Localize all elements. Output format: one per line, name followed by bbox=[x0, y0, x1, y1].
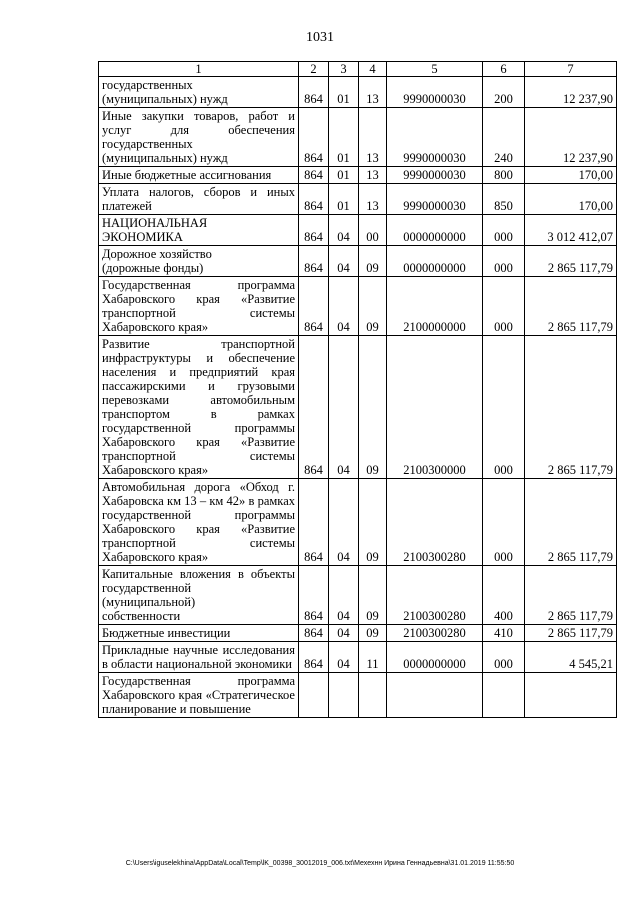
expense-type-code bbox=[483, 673, 525, 718]
table-row bbox=[99, 167, 617, 184]
item-name: Бюджетные инвестиции bbox=[99, 625, 299, 642]
amount: 2 865 117,79 bbox=[525, 336, 617, 479]
header-cell: 3 bbox=[329, 62, 359, 77]
item-name: Прикладные научные исследования в области национальной экономики bbox=[99, 642, 299, 673]
amount: 2 865 117,79 bbox=[525, 625, 617, 642]
amount: 2 865 117,79 bbox=[525, 246, 617, 277]
ministry-code: 864 bbox=[299, 642, 329, 673]
section-code bbox=[329, 673, 359, 718]
expense-type-code: 400 bbox=[483, 566, 525, 625]
target-article-code: 2100000000 bbox=[387, 277, 483, 336]
expense-type-code: 000 bbox=[483, 277, 525, 336]
table-row bbox=[99, 642, 617, 673]
header-row bbox=[99, 62, 617, 77]
item-name: НАЦИОНАЛЬНАЯ ЭКОНОМИКА bbox=[99, 215, 299, 246]
section-code: 01 bbox=[329, 108, 359, 167]
table-row bbox=[99, 215, 617, 246]
target-article-code: 2100300280 bbox=[387, 566, 483, 625]
ministry-code: 864 bbox=[299, 184, 329, 215]
file-path-footer: C:\Users\iguselekhina\AppData\Local\Temp\lK_00398_30012019_006.txt\Мехехнн Ирина Геннадьевна\31.01.2019 11:55:50 bbox=[125, 860, 515, 867]
table-row bbox=[99, 108, 617, 167]
item-name: Автомобильная дорога «Обход г. Хабаровска км 13 – км 42» в рамках государственной программы Хабаровского края «Развитие транспортной системы Хабаровского края» bbox=[99, 479, 299, 566]
section-code: 04 bbox=[329, 625, 359, 642]
ministry-code: 864 bbox=[299, 77, 329, 108]
expense-type-code: 000 bbox=[483, 336, 525, 479]
target-article-code: 0000000000 bbox=[387, 642, 483, 673]
amount: 12 237,90 bbox=[525, 77, 617, 108]
amount: 2 865 117,79 bbox=[525, 566, 617, 625]
subsection-code: 11 bbox=[359, 642, 387, 673]
expense-type-code: 000 bbox=[483, 642, 525, 673]
section-code: 04 bbox=[329, 479, 359, 566]
amount: 3 012 412,07 bbox=[525, 215, 617, 246]
header-cell: 2 bbox=[299, 62, 329, 77]
subsection-code: 13 bbox=[359, 108, 387, 167]
target-article-code: 0000000000 bbox=[387, 215, 483, 246]
table-row bbox=[99, 673, 617, 718]
item-name: Иные бюджетные ассигнования bbox=[99, 167, 299, 184]
header-cell: 6 bbox=[483, 62, 525, 77]
item-name: Капитальные вложения в объекты государственной (муниципальной) собственности bbox=[99, 566, 299, 625]
amount: 170,00 bbox=[525, 184, 617, 215]
section-code: 04 bbox=[329, 277, 359, 336]
item-name: Дорожное хозяйство (дорожные фонды) bbox=[99, 246, 299, 277]
amount: 170,00 bbox=[525, 167, 617, 184]
subsection-code: 09 bbox=[359, 625, 387, 642]
ministry-code: 864 bbox=[299, 625, 329, 642]
item-name: государственных (муниципальных) нужд bbox=[99, 77, 299, 108]
section-code: 01 bbox=[329, 167, 359, 184]
subsection-code: 09 bbox=[359, 277, 387, 336]
subsection-code: 09 bbox=[359, 246, 387, 277]
table-row bbox=[99, 184, 617, 215]
expense-type-code: 800 bbox=[483, 167, 525, 184]
section-code: 04 bbox=[329, 215, 359, 246]
expense-type-code: 240 bbox=[483, 108, 525, 167]
table-row bbox=[99, 277, 617, 336]
target-article-code: 2100300280 bbox=[387, 479, 483, 566]
subsection-code: 09 bbox=[359, 566, 387, 625]
target-article-code: 9990000030 bbox=[387, 77, 483, 108]
amount: 2 865 117,79 bbox=[525, 277, 617, 336]
amount bbox=[525, 673, 617, 718]
ministry-code: 864 bbox=[299, 336, 329, 479]
target-article-code: 9990000030 bbox=[387, 184, 483, 215]
expense-type-code: 000 bbox=[483, 479, 525, 566]
table-row bbox=[99, 336, 617, 479]
ministry-code: 864 bbox=[299, 566, 329, 625]
item-name: Уплата налогов, сборов и иных платежей bbox=[99, 184, 299, 215]
target-article-code: 0000000000 bbox=[387, 246, 483, 277]
target-article-code: 2100300000 bbox=[387, 336, 483, 479]
amount: 4 545,21 bbox=[525, 642, 617, 673]
table-row bbox=[99, 246, 617, 277]
amount: 12 237,90 bbox=[525, 108, 617, 167]
table-row bbox=[99, 77, 617, 108]
section-code: 04 bbox=[329, 566, 359, 625]
page-number: 1031 bbox=[306, 30, 334, 45]
section-code: 04 bbox=[329, 246, 359, 277]
expense-type-code: 850 bbox=[483, 184, 525, 215]
subsection-code: 00 bbox=[359, 215, 387, 246]
table-row bbox=[99, 479, 617, 566]
target-article-code: 9990000030 bbox=[387, 108, 483, 167]
header-cell: 1 bbox=[99, 62, 299, 77]
expense-type-code: 000 bbox=[483, 246, 525, 277]
expense-type-code: 410 bbox=[483, 625, 525, 642]
section-code: 01 bbox=[329, 184, 359, 215]
subsection-code: 09 bbox=[359, 336, 387, 479]
item-name: Развитие транспортной инфраструктуры и обеспечение населения и предприятий края пассажирскими и грузовыми перевозками автомобильным транспортом в рамках государственной программы Хабаровского края «Развитие транспортной системы Хабаровского края» bbox=[99, 336, 299, 479]
subsection-code: 09 bbox=[359, 479, 387, 566]
expense-type-code: 200 bbox=[483, 77, 525, 108]
ministry-code: 864 bbox=[299, 108, 329, 167]
item-name: Государственная программа Хабаровского края «Развитие транспортной системы Хабаровского края» bbox=[99, 277, 299, 336]
ministry-code: 864 bbox=[299, 246, 329, 277]
ministry-code: 864 bbox=[299, 277, 329, 336]
item-name: Иные закупки товаров, работ и услуг для обеспечения государственных (муниципальных) нужд bbox=[99, 108, 299, 167]
subsection-code bbox=[359, 673, 387, 718]
ministry-code: 864 bbox=[299, 215, 329, 246]
header-cell: 5 bbox=[387, 62, 483, 77]
budget-table bbox=[98, 61, 617, 718]
target-article-code: 9990000030 bbox=[387, 167, 483, 184]
subsection-code: 13 bbox=[359, 167, 387, 184]
expense-type-code: 000 bbox=[483, 215, 525, 246]
subsection-code: 13 bbox=[359, 77, 387, 108]
amount: 2 865 117,79 bbox=[525, 479, 617, 566]
section-code: 01 bbox=[329, 77, 359, 108]
section-code: 04 bbox=[329, 642, 359, 673]
target-article-code bbox=[387, 673, 483, 718]
ministry-code bbox=[299, 673, 329, 718]
header-cell: 7 bbox=[525, 62, 617, 77]
table-row bbox=[99, 625, 617, 642]
header-cell: 4 bbox=[359, 62, 387, 77]
item-name: Государственная программа Хабаровского края «Стратегическое планирование и повышение bbox=[99, 673, 299, 718]
table-row bbox=[99, 566, 617, 625]
ministry-code: 864 bbox=[299, 479, 329, 566]
section-code: 04 bbox=[329, 336, 359, 479]
ministry-code: 864 bbox=[299, 167, 329, 184]
target-article-code: 2100300280 bbox=[387, 625, 483, 642]
subsection-code: 13 bbox=[359, 184, 387, 215]
